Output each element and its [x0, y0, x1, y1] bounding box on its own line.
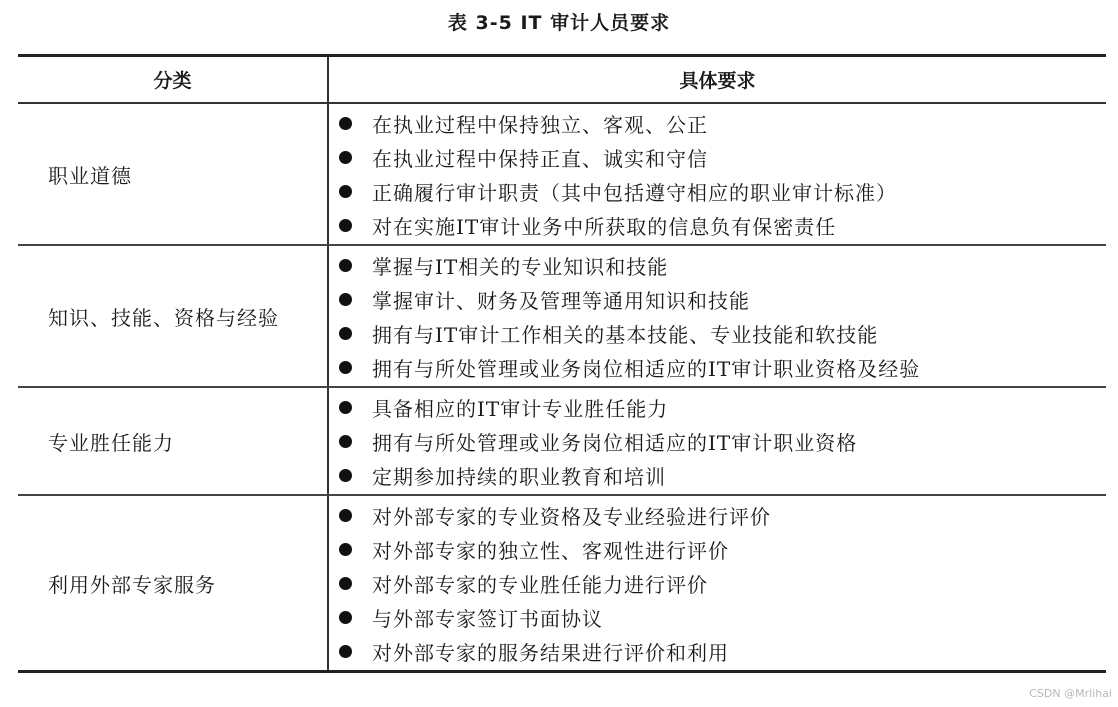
bullet-icon	[339, 543, 352, 556]
category-cell: 利用外部专家服务	[18, 495, 328, 672]
requirement-text: 掌握与IT相关的专业知识和技能	[372, 254, 669, 279]
requirement-item	[339, 566, 1106, 600]
bullet-icon	[339, 361, 352, 374]
requirements-cell	[328, 103, 1106, 245]
bullet-icon	[339, 151, 352, 164]
requirement-text: 拥有与所处管理或业务岗位相适应的IT审计职业资格及经验	[372, 356, 921, 381]
header-requirements: 具体要求	[328, 56, 1106, 104]
requirement-text: 拥有与所处管理或业务岗位相适应的IT审计职业资格	[372, 430, 858, 455]
category-cell: 专业胜任能力	[18, 387, 328, 495]
requirement-item	[339, 208, 1106, 242]
requirement-text: 具备相应的IT审计专业胜任能力	[372, 396, 669, 421]
requirement-text: 定期参加持续的职业教育和培训	[372, 464, 666, 489]
requirement-text: 对外部专家的专业资格及专业经验进行评价	[372, 504, 771, 529]
requirement-text: 在执业过程中保持正直、诚实和守信	[372, 146, 708, 171]
bullet-icon	[339, 259, 352, 272]
bullet-icon	[339, 469, 352, 482]
requirement-item	[339, 248, 1106, 282]
requirements-cell	[328, 495, 1106, 672]
bullet-icon	[339, 219, 352, 232]
table-title: 表 3-5 IT 审计人员要求	[447, 12, 671, 34]
category-cell: 知识、技能、资格与经验	[18, 245, 328, 387]
requirement-list	[329, 388, 1106, 494]
requirement-text: 对外部专家的专业胜任能力进行评价	[372, 572, 708, 597]
header-category: 分类	[18, 56, 328, 104]
requirement-text: 对在实施IT审计业务中所获取的信息负有保密责任	[372, 214, 837, 239]
requirement-list	[329, 246, 1106, 386]
requirement-item	[339, 106, 1106, 140]
table-row	[18, 103, 1106, 245]
watermark: CSDN @Mrlihai	[1029, 687, 1112, 700]
category-cell: 职业道德	[18, 103, 328, 245]
requirement-item	[339, 532, 1106, 566]
bullet-icon	[339, 645, 352, 658]
requirement-text: 与外部专家签订书面协议	[372, 606, 603, 631]
bullet-icon	[339, 117, 352, 130]
requirement-text: 对外部专家的独立性、客观性进行评价	[372, 538, 729, 563]
bullet-icon	[339, 435, 352, 448]
requirement-list	[329, 104, 1106, 244]
requirement-item	[339, 282, 1106, 316]
requirement-text: 正确履行审计职责（其中包括遵守相应的职业审计标准）	[372, 180, 897, 205]
requirement-item	[339, 634, 1106, 668]
bullet-icon	[339, 509, 352, 522]
requirement-item	[339, 458, 1106, 492]
bullet-icon	[339, 185, 352, 198]
bullet-icon	[339, 611, 352, 624]
bullet-icon	[339, 401, 352, 414]
requirement-text: 在执业过程中保持独立、客观、公正	[372, 112, 708, 137]
requirement-item	[339, 316, 1106, 350]
requirement-item	[339, 350, 1106, 384]
bullet-icon	[339, 327, 352, 340]
table-row	[18, 245, 1106, 387]
requirement-text: 对外部专家的服务结果进行评价和利用	[372, 640, 729, 665]
requirement-list	[329, 496, 1106, 670]
requirement-item	[339, 174, 1106, 208]
requirement-text: 拥有与IT审计工作相关的基本技能、专业技能和软技能	[372, 322, 879, 347]
requirement-item	[339, 390, 1106, 424]
bullet-icon	[339, 577, 352, 590]
requirements-cell	[328, 245, 1106, 387]
requirement-item	[339, 140, 1106, 174]
requirement-item	[339, 498, 1106, 532]
requirements-table	[18, 54, 1106, 673]
table-row	[18, 387, 1106, 495]
table-header-row	[18, 56, 1106, 104]
requirements-cell	[328, 387, 1106, 495]
requirement-item	[339, 600, 1106, 634]
bullet-icon	[339, 293, 352, 306]
table-row	[18, 495, 1106, 672]
requirement-text: 掌握审计、财务及管理等通用知识和技能	[372, 288, 750, 313]
requirement-item	[339, 424, 1106, 458]
